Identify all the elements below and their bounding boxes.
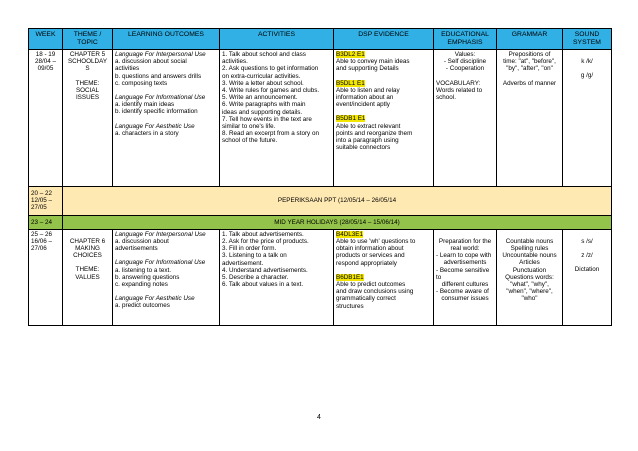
grammar-line: time: "at", "before", <box>503 58 556 66</box>
activity-line: ideas and supporting details. <box>222 108 303 116</box>
activity-line: advertisement. <box>222 259 264 267</box>
theme-cell <box>63 50 113 187</box>
sound-line: g /g/ <box>580 72 594 80</box>
activity-line: 1. Talk about advertisements. <box>222 230 304 238</box>
outcome-heading: Language For Informational Use <box>115 259 206 267</box>
emphasis-line: to <box>436 273 442 281</box>
activity-line: 7. Tell how events in the text are <box>222 115 312 123</box>
spacer <box>499 73 560 80</box>
theme-line: SCHOOLDAY <box>67 58 108 66</box>
outcome-line: c. expanding notes <box>115 281 168 289</box>
page-number: 4 <box>317 414 321 421</box>
dsp-line: Able to convey main ideas <box>336 58 410 66</box>
outcome-line: a. characters in a story <box>115 129 179 137</box>
outcome-heading: Language For Informational Use <box>115 94 206 102</box>
sound-cell <box>563 229 612 325</box>
spacer <box>65 231 110 238</box>
theme-line: THEME: <box>75 79 100 87</box>
spacer <box>336 108 431 115</box>
emphasis-line: consumer issues <box>441 295 489 303</box>
dsp-code: B4DL3E1 <box>336 230 363 238</box>
spacer <box>336 73 431 80</box>
emphasis-line: - Become aware of <box>436 288 489 296</box>
activity-line: 3. Fill in order form. <box>222 245 277 253</box>
outcome-heading: Language For Interpersonal Use <box>115 51 206 58</box>
activity-line: 8. Read an excerpt from a story on <box>222 130 319 138</box>
dsp-line: respond appropriately <box>336 259 397 267</box>
emphasis-line: - Learn to cope with <box>436 252 492 260</box>
grammar-line: Questions words: <box>505 273 554 281</box>
grammar-line: "who" <box>521 295 538 303</box>
spacer <box>499 231 560 238</box>
theme-line: MAKING <box>75 245 100 253</box>
week-line: 16/06 – <box>31 238 53 246</box>
outcomes-cell <box>113 50 220 187</box>
emphasis-cell <box>434 229 497 325</box>
grammar-line: Adverbs of manner <box>502 79 557 87</box>
grammar-line: "what", "why", <box>510 281 549 289</box>
spacer <box>115 116 217 123</box>
outcome-line: c. composing texts <box>115 79 168 87</box>
dsp-code: B5DL1 E1 <box>336 79 365 87</box>
exam-row <box>29 187 612 216</box>
header-dsp: DSP EVIDENCE <box>334 29 434 50</box>
theme-line: S <box>85 65 90 73</box>
dsp-line: grammatically correct <box>336 295 396 303</box>
table-row <box>29 50 612 187</box>
sound-line: Dictation <box>574 266 600 274</box>
spacer <box>565 245 609 252</box>
grammar-cell <box>497 229 563 325</box>
week-line: 09/05 <box>37 65 54 73</box>
header-activities: ACTIVITIES <box>220 29 334 50</box>
activity-line: 3. Listening to a talk on <box>222 252 287 260</box>
spacer <box>565 65 609 72</box>
activity-line: on extra-curricular activities. <box>222 72 301 80</box>
outcome-line: activities <box>115 65 140 73</box>
emphasis-line: different cultures <box>441 281 489 289</box>
dsp-line: obtain information about <box>336 245 404 253</box>
sound-line: s /s/ <box>581 237 593 245</box>
activity-line: 4. Write rules for games and clubs. <box>222 87 320 95</box>
sound-cell <box>563 50 612 187</box>
emphasis-line: - Become sensitive <box>436 266 490 274</box>
activity-line: 2. Ask for the price of products. <box>222 238 309 246</box>
grammar-line: Punctuation <box>512 266 547 274</box>
activity-line: 5. Describe a character. <box>222 274 289 282</box>
activities-cell <box>220 229 334 325</box>
week-line: 28/04 – <box>34 58 56 66</box>
outcome-line: a. discussion about <box>115 238 169 246</box>
spacer <box>565 51 609 58</box>
emphasis-line: - Self discipline <box>443 58 487 66</box>
header-week: WEEK <box>29 29 63 50</box>
grammar-line: Prepositions of <box>508 51 551 58</box>
emphasis-line: real world: <box>450 245 480 253</box>
theme-line: SOCIAL <box>75 86 100 94</box>
spacer <box>565 231 609 238</box>
outcome-line: a. predict outcomes <box>115 302 170 310</box>
outcome-line: advertisements <box>115 245 158 253</box>
spacer <box>65 259 110 266</box>
header-outcomes: LEARNING OUTCOMES <box>113 29 220 50</box>
dsp-cell <box>334 229 434 325</box>
sound-line: k /k/ <box>581 58 593 65</box>
header-theme: THEME / TOPIC <box>63 29 113 50</box>
outcome-heading: Language For Aesthetic Use <box>115 122 195 130</box>
header-grammar: GRAMMAR <box>497 29 563 50</box>
dsp-cell <box>334 50 434 187</box>
header-sound: SOUND SYSTEM <box>563 29 612 50</box>
dsp-line: points and reorganize them <box>336 129 413 137</box>
dsp-code: B3DL2 E1 <box>336 51 365 58</box>
dsp-line: Able to listen and relay <box>336 86 400 94</box>
activity-line: 6. Talk about values in a text. <box>222 281 304 289</box>
emphasis-line: - Cooperation <box>445 65 485 73</box>
dsp-line: information about an <box>336 94 394 102</box>
dsp-line: products or services and <box>336 252 405 260</box>
spacer <box>115 288 217 295</box>
spacer <box>65 73 110 80</box>
outcome-line: a. discussion about social <box>115 58 187 66</box>
activities-cell <box>220 50 334 187</box>
dsp-line: suitable connectors <box>336 144 391 152</box>
grammar-line: Spelling rules <box>510 245 549 253</box>
dsp-line: structures <box>336 302 364 310</box>
activity-line: 6. Write paragraphs with main <box>222 101 306 109</box>
header-row <box>29 29 612 50</box>
outcome-line: a. identify main ideas <box>115 101 175 109</box>
activity-line: 1. Talk about school and class <box>222 51 306 58</box>
theme-line: CHOICES <box>73 252 102 260</box>
emphasis-line: Preparation for the <box>438 237 492 245</box>
scheme-of-work-sheet <box>28 28 612 326</box>
spacer <box>436 73 494 80</box>
week-line: 12/05 – <box>31 197 53 205</box>
week-cell: 23 – 24 <box>29 215 63 229</box>
holiday-row <box>29 215 612 229</box>
dsp-code: B5DB1 E1 <box>336 115 366 123</box>
activity-line: 5. Write an announcement. <box>222 94 298 102</box>
week-cell <box>29 50 63 187</box>
emphasis-cell <box>434 50 497 187</box>
week-line: 18 - 19 <box>35 51 56 58</box>
emphasis-line: VOCABULARY: <box>436 79 481 87</box>
grammar-line: "when", "where", <box>506 288 553 296</box>
theme-line: CHAPTER 5 <box>69 51 106 58</box>
dsp-line: Able to use 'wh' questions to <box>336 238 416 246</box>
grammar-line: Countable nouns <box>505 237 554 245</box>
sound-line: z /z/ <box>581 252 593 260</box>
week-cell <box>29 187 63 216</box>
dsp-line: and supporting Details <box>336 65 399 73</box>
activity-line: 4. Understand advertisements. <box>222 266 308 274</box>
grammar-line: Uncountable nouns <box>502 252 557 260</box>
week-line: 25 – 26 <box>31 230 53 238</box>
header-emphasis: EDUCATIONAL EMPHASIS <box>434 29 497 50</box>
grammar-cell <box>497 50 563 187</box>
theme-line: THEME: <box>75 266 100 274</box>
emphasis-line: school. <box>436 94 456 102</box>
week-line: 27/05 <box>31 204 47 212</box>
scheme-table <box>28 28 612 326</box>
grammar-line: Articles <box>519 259 540 267</box>
exam-label: PEPERIKSAAN PPT (12/05/14 – 26/05/14 <box>63 187 612 216</box>
dsp-code: B6DB1E1 <box>336 273 364 281</box>
theme-line: CHAPTER 6 <box>69 237 106 245</box>
spacer <box>436 231 494 238</box>
emphasis-line: advertisements <box>443 259 487 267</box>
theme-cell <box>63 229 113 325</box>
activity-line: similar to one's life. <box>222 123 276 131</box>
outcome-heading: Language For Aesthetic Use <box>115 295 195 303</box>
spacer <box>115 87 217 94</box>
outcome-line: b. answering questions <box>115 273 180 281</box>
activity-line: 2. Ask questions to get information <box>222 65 319 73</box>
emphasis-line: Values: <box>454 51 476 58</box>
activity-line: school of the future. <box>222 137 278 145</box>
grammar-line: "by", "after", "on" <box>506 65 553 73</box>
dsp-line: event/incident aptly <box>336 101 390 109</box>
dsp-line: and draw conclusions using <box>336 288 414 296</box>
emphasis-line: Words related to <box>436 86 483 94</box>
dsp-line: Able to extract relevant <box>336 122 401 130</box>
theme-line: VALUES <box>75 273 100 281</box>
week-cell <box>29 229 63 325</box>
outcome-line: b. identify specific information <box>115 108 198 116</box>
outcomes-cell <box>113 229 220 325</box>
activity-line: activities. <box>222 58 248 66</box>
spacer <box>336 267 431 274</box>
dsp-line: into a paragraph using <box>336 137 399 145</box>
outcome-heading: Language For Interpersonal Use <box>115 230 206 238</box>
table-row <box>29 229 612 325</box>
outcome-line: a. listening to a text. <box>115 266 172 274</box>
holiday-label: MID YEAR HOLIDAYS (28/05/14 – 15/06/14) <box>63 215 612 229</box>
spacer <box>115 252 217 259</box>
theme-line: ISSUES <box>75 94 100 102</box>
spacer <box>565 259 609 266</box>
week-line: 27/06 <box>31 245 47 253</box>
outcome-line: b. questions and answers drills <box>115 72 202 80</box>
dsp-line: Able to predict outcomes <box>336 281 406 289</box>
week-line: 20 – 22 <box>31 190 53 197</box>
activity-line: 3. Write a letter about school. <box>222 79 304 87</box>
